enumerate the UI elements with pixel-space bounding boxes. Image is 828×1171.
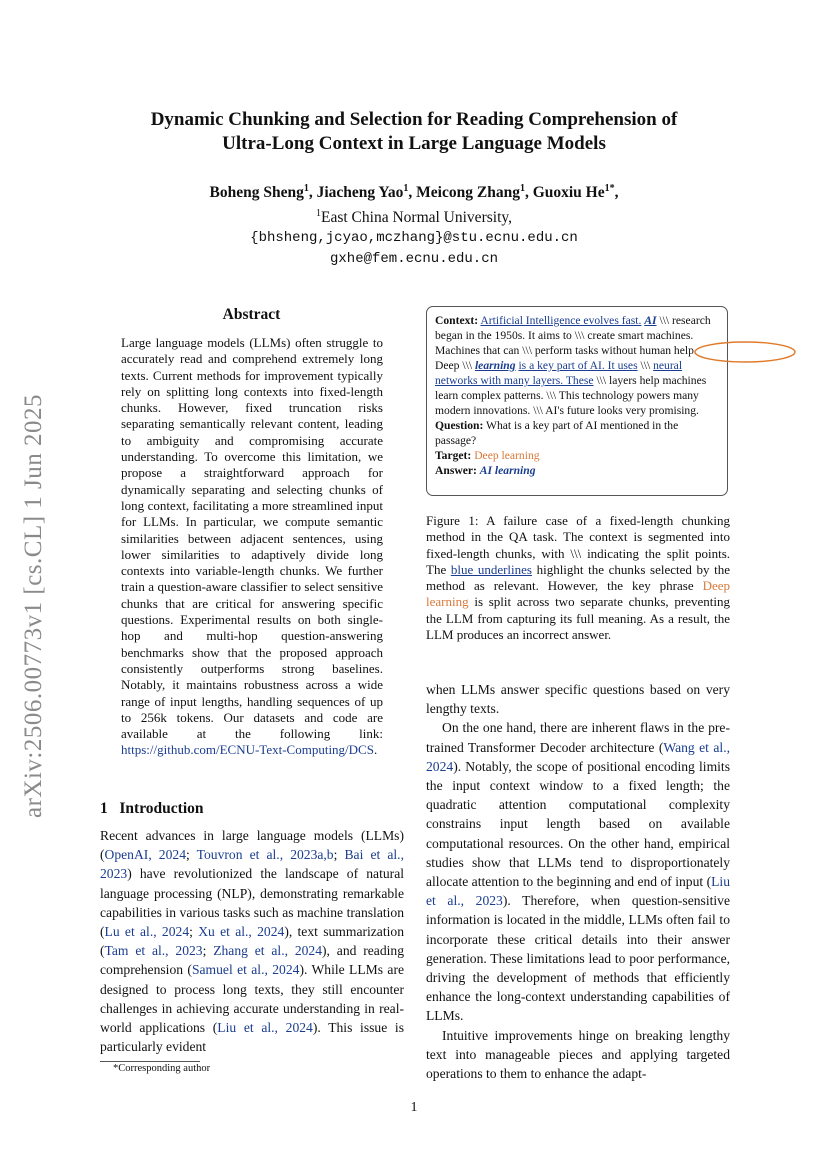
citation-link[interactable]: Wang et al., 2024 <box>426 739 730 774</box>
right-column-text <box>426 680 730 1083</box>
abstract-heading: Abstract <box>222 306 281 323</box>
figure-1-box: Context: Artificial Intelligence evolves fast. AI \\\ research began in the 1950s. It aims to \\\ create smart machines. Machines that can \\\ perform tasks without human help. Deep \\\ learning is a key part of AI. It uses \\\ neural networks with many layers. These \\\ layers help machines learn complex patterns. \\\ This technology powers many modern innovations. \\\ AI's future looks very promising. Question: What is a key part of AI mentioned in the passage? Target: Deep learning Answer: AI learning <box>426 306 728 496</box>
question-line: Question: What is a key part of AI mentioned in the passage? <box>435 419 679 447</box>
affiliation-mark: 1 <box>403 183 409 194</box>
paragraph: when LLMs answer specific questions based on very lengthy texts. <box>426 682 730 717</box>
section-heading-introduction: 1 Introduction <box>100 800 204 817</box>
citation-link[interactable]: Touvron et al., 2023a,b <box>196 847 334 863</box>
footnote: *Corresponding author <box>113 1063 211 1074</box>
split-marker: \\\ <box>533 404 543 417</box>
split-marker: \\\ <box>640 359 651 372</box>
code-link[interactable]: https://github.com/ECNU-Text-Computing/DCS <box>121 742 374 758</box>
selected-chunk: AI <box>644 314 657 327</box>
citation-link[interactable]: Zhang et al., 2024 <box>213 943 323 959</box>
arxiv-stamp: arXiv:2506.00773v1 [cs.CL] 1 Jun 2025 <box>20 393 47 818</box>
figure-1-caption: Figure 1: A failure case of a fixed-length chunking method in the QA task. The context is segmented into fixed-length chunks, with \\\ indicating the split points. The blue underlines highlight the chunks selected by the method as relevant. However, the key phrase Deep learning is split across two separate chunks, preventing the LLM from capturing its full meaning. As a result, the LLM produces an incorrect answer. <box>426 513 730 643</box>
author-block <box>90 178 738 270</box>
selected-chunk: neural networks with many layers. These <box>435 359 683 387</box>
page-number: 1 <box>410 1100 418 1115</box>
paper-title <box>90 108 738 156</box>
citation-link[interactable]: Bai et al., 2023 <box>100 847 404 882</box>
citation-link[interactable]: Liu et al., 2023 <box>426 874 730 909</box>
abstract-text: Large language models (LLMs) often struggle to accurately read and comprehend extremely long texts. Current methods for improvement typically rely on splitting long contexts into fixed-length chunks. However, fixed truncation risks separating semantically relevant content, leading to ambiguity and compromising accurate understanding. To overcome this limitation, we propose a straightforward approach for dynamically separating and selecting chunks of long context, facilitating a more streamlined input for LLMs. In particular, we compute semantic similarities between adjacent sentences, using lower similarities to adaptively divide long contexts into variable-length chunks. We further train a question-aware classifier to select sensitive chunks that are critical for answering specific questions. Experimental results on both single-hop and multi-hop question-answering benchmarks show that the proposed approach consistently outperforms strong baselines. Notably, it maintains robustness across a wide range of input lengths, handling sequences of up to 256k tokens. Our datasets and code are available at the following link: https://github.com/ECNU-Text-Computing/DCS. <box>121 335 383 758</box>
author-name: Meicong Zhang <box>416 184 520 202</box>
citation-link[interactable]: Xu et al., 2024 <box>198 924 285 940</box>
email-line-2: gxhe@fem.ecnu.edu.cn <box>329 251 499 268</box>
split-marker: \\\ <box>546 389 557 402</box>
author-name: Guoxiu He <box>532 184 605 202</box>
context-label: Context: <box>435 314 479 327</box>
citation-link[interactable]: Liu et al., 2024 <box>217 1020 313 1036</box>
split-marker: \\\ <box>522 344 532 357</box>
citation-link[interactable]: Lu et al., 2024 <box>104 924 190 940</box>
email-line-1: {bhsheng,jcyao,mczhang}@stu.ecnu.edu.cn <box>250 230 578 247</box>
split-marker: \\\ <box>462 359 473 372</box>
split-marker: \\\ <box>574 329 585 342</box>
affiliation-mark: 1 <box>303 183 309 194</box>
author-name: Jiacheng Yao <box>316 184 404 202</box>
introduction-paragraph: Recent advances in large language models (LLMs) (OpenAI, 2024; Touvron et al., 2023a,b; Bai et al., 2023) have revolutionized the landscape of natural language processing (NLP), demonstrating remarkable capabilities in various tasks such as machine translation (Lu et al., 2024; Xu et al., 2024), text summarization (Tam et al., 2023; Zhang et al., 2024), and reading comprehension (Samuel et al., 2024). While LLMs are designed to process long texts, they still encounter challenges in achieving accurate understanding in real-world applications (Liu et al., 2024). This issue is particularly evident <box>100 828 405 1055</box>
selected-chunk: is a key part of AI. It uses <box>518 359 638 372</box>
author-name: Boheng Sheng <box>209 184 304 202</box>
footnote-divider <box>100 1061 200 1062</box>
affiliation: $^1$East China Normal University, <box>316 208 512 227</box>
affiliation-mark: 1* <box>604 183 615 194</box>
citation-link[interactable]: Samuel et al., 2024 <box>191 962 300 978</box>
citation-link[interactable]: OpenAI, 2024 <box>104 847 186 863</box>
title-line-2: Ultra-Long Context in Large Language Models <box>222 133 606 154</box>
split-marker: \\\ <box>596 374 607 387</box>
highlight-circle-icon <box>693 340 797 364</box>
target-line: Target: Deep learning <box>435 449 540 462</box>
affiliation-mark: 1 <box>519 183 525 194</box>
answer-line: Answer: AI learning <box>435 464 536 477</box>
paragraph: On the one hand, there are inherent flaws in the pre-trained Transformer Decoder architecture (Wang et al., 2024). Notably, the scope of positional encoding limits the input context window to a fixed length; the quadratic attention computational complexity constrains input length based on available computational resources. On the other hand, empirical studies show that LLMs tend to disproportionately allocate attention to the beginning and end of input (Liu et al., 2023). Therefore, when question-sensitive information is located in the middle, LLMs often fail to incorporate these critical details into their answer generation. These limitations lead to poor performance, driving the development of methods that efficiently enhance the long-context understanding capabilities of LLMs. <box>426 720 730 1024</box>
author-names: Boheng Sheng$^1$, Jiacheng Yao$^1$, Meicong Zhang$^1$, Guoxiu $He^{1*}$, <box>209 183 619 202</box>
split-marker: \\\ <box>659 314 670 327</box>
title-line-1: Dynamic Chunking and Selection for Reading Comprehension of <box>150 109 678 130</box>
selected-chunk: Artificial Intelligence evolves fast. <box>480 314 642 327</box>
citation-link[interactable]: Tam et al., 2023 <box>104 943 203 959</box>
paragraph: Intuitive improvements hinge on breaking lengthy text into manageable pieces and applying targeted operations to them to enhance the adapt- <box>426 1027 730 1082</box>
